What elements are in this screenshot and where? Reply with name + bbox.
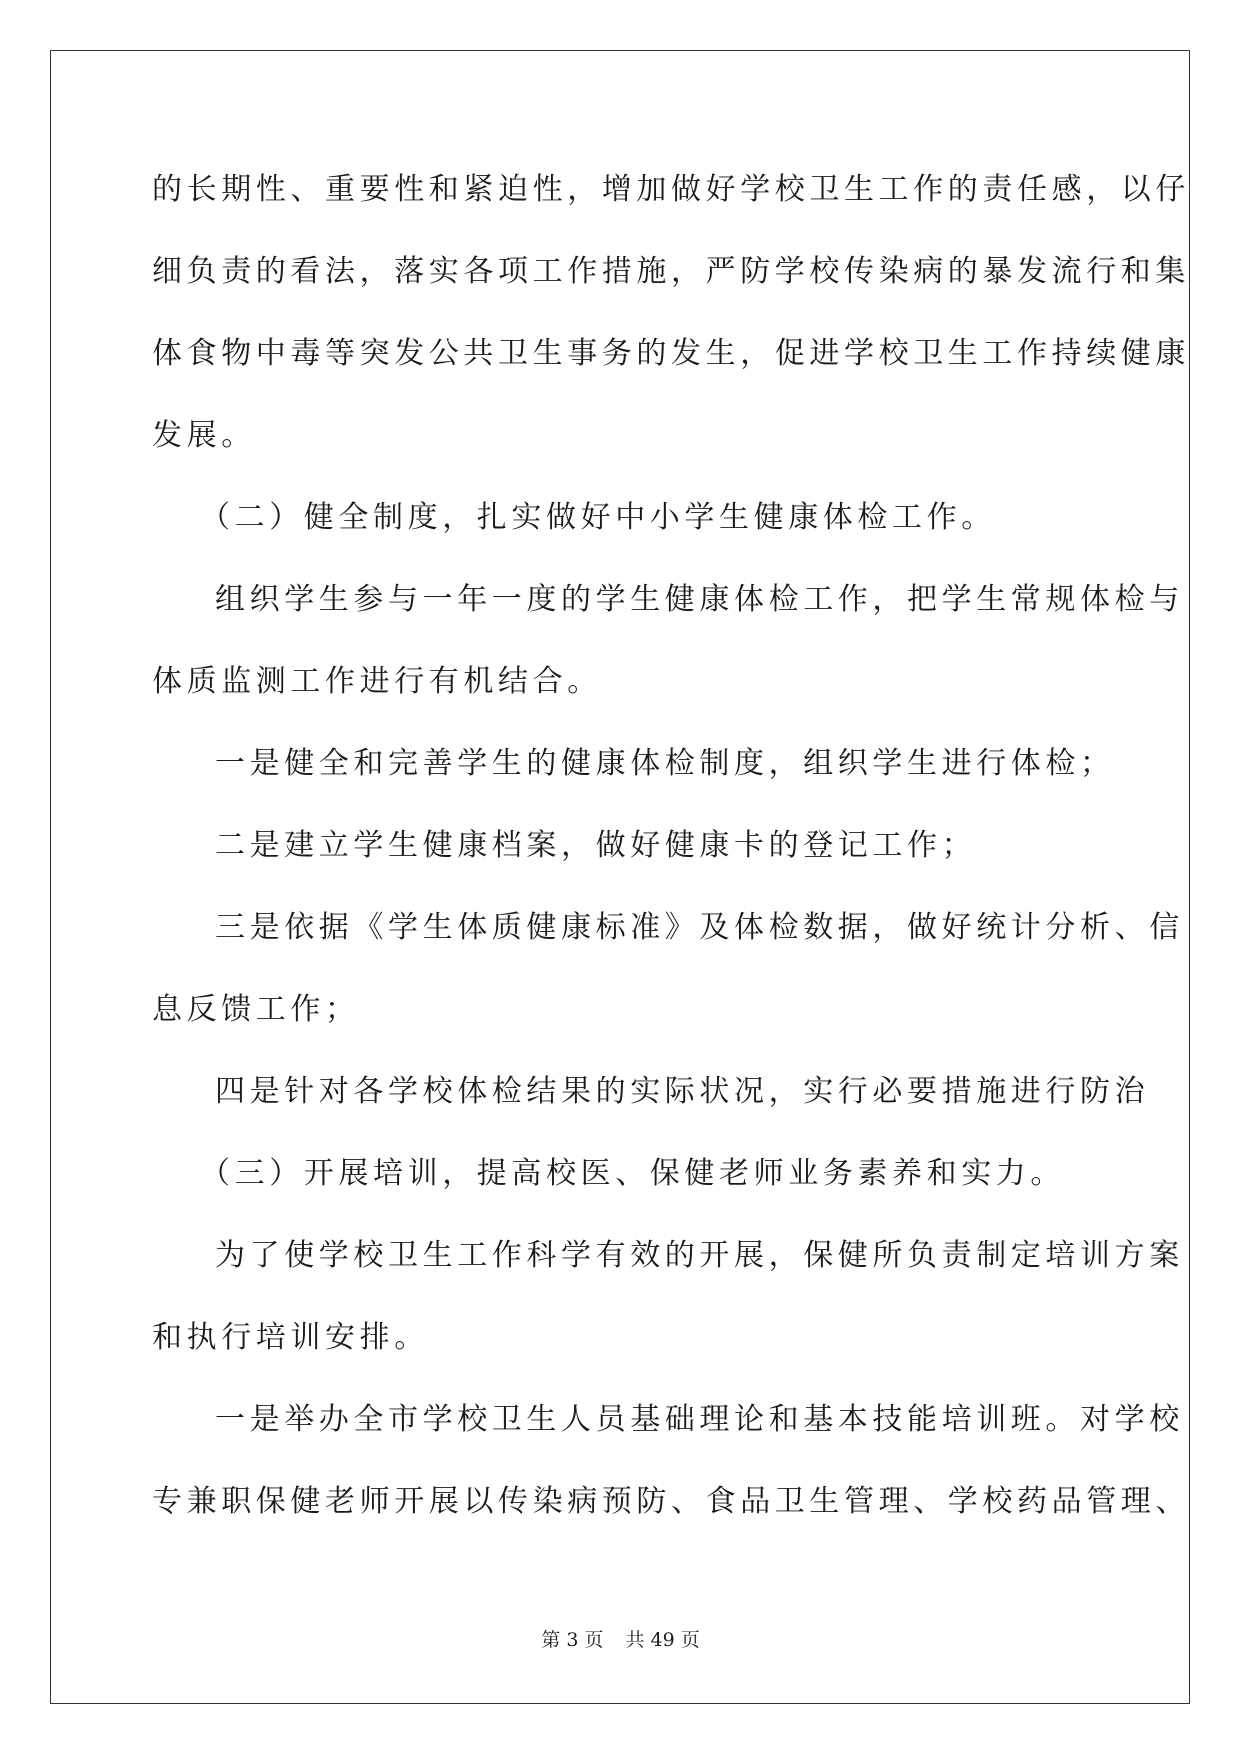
text-line: 组织学生参与一年一度的学生健康体检工作，把学生常规体检与 [215, 582, 1184, 617]
text-line: 一是健全和完善学生的健康体检制度，组织学生进行体检； [215, 746, 1115, 781]
text-line: 专兼职保健老师开展以传染病预防、食品卫生管理、学校药品管理、 [152, 1484, 1190, 1519]
section-heading: （二）健全制度，扎实做好中小学生健康体检工作。 [200, 500, 996, 535]
text-line: 体食物中毒等突发公共卫生事务的发生，促进学校卫生工作持续健康 [152, 336, 1190, 371]
section-heading: （三）开展培训，提高校医、保健老师业务素养和实力。 [200, 1156, 1065, 1191]
text-line: 息反馈工作； [152, 992, 360, 1027]
text-line: 的长期性、重要性和紧迫性，增加做好学校卫生工作的责任感，以仔 [152, 172, 1190, 207]
page-number: 第 3 页 [541, 1629, 604, 1651]
text-line: 一是举办全市学校卫生人员基础理论和基本技能培训班。对学校 [215, 1402, 1184, 1437]
page-footer [0, 1628, 1241, 1652]
text-line: 发展。 [152, 418, 256, 453]
text-line: 为了使学校卫生工作科学有效的开展，保健所负责制定培训方案 [215, 1238, 1184, 1273]
text-line: 二是建立学生健康档案，做好健康卡的登记工作； [215, 828, 977, 863]
text-line: 和执行培训安排。 [152, 1320, 429, 1355]
text-line: 三是依据《学生体质健康标准》及体检数据，做好统计分析、信 [215, 910, 1184, 945]
total-pages: 共 49 页 [625, 1629, 700, 1651]
text-line: 细负责的看法，落实各项工作措施，严防学校传染病的暴发流行和集 [152, 254, 1190, 289]
text-line: 四是针对各学校体检结果的实际状况，实行必要措施进行防治 [215, 1074, 1150, 1109]
text-line: 体质监测工作进行有机结合。 [152, 664, 602, 699]
page-frame [50, 50, 1190, 1704]
